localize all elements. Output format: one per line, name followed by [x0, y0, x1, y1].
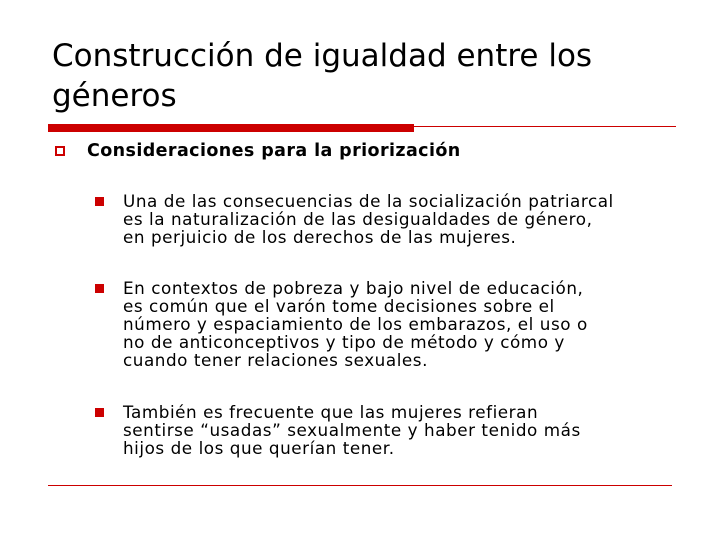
footer-divider [48, 485, 672, 486]
heading-bullet [55, 140, 675, 162]
bullet-text: También es frecuente que las mujeres refieran sentirse “usadas” sexualmente y haber tenido más hijos de los que querían tener. [123, 402, 581, 458]
title-divider-thick [48, 124, 414, 132]
hollow-square-bullet-icon [55, 146, 65, 156]
list-item [95, 403, 685, 457]
list-item [95, 192, 685, 246]
section-heading: Consideraciones para la priorización [87, 141, 461, 161]
square-bullet-icon [95, 197, 104, 206]
bullet-text: En contextos de pobreza y bajo nivel de educación, es común que el varón tome decisiones sobre el número y espaciamiento de los embarazos, el uso o no de anticonceptivos y tipo de método y cómo y cuando tener relaciones sexuales. [123, 278, 588, 370]
bullet-text: Una de las consecuencias de la socialización patriarcal es la naturalización de las desigualdades de género, en perjuicio de los derechos de las mujeres. [123, 191, 614, 247]
title-divider-thin [414, 126, 676, 127]
square-bullet-icon [95, 284, 104, 293]
list-item [95, 279, 685, 369]
square-bullet-icon [95, 408, 104, 417]
slide-title: Construcción de igualdad entre los géneros [52, 38, 593, 114]
